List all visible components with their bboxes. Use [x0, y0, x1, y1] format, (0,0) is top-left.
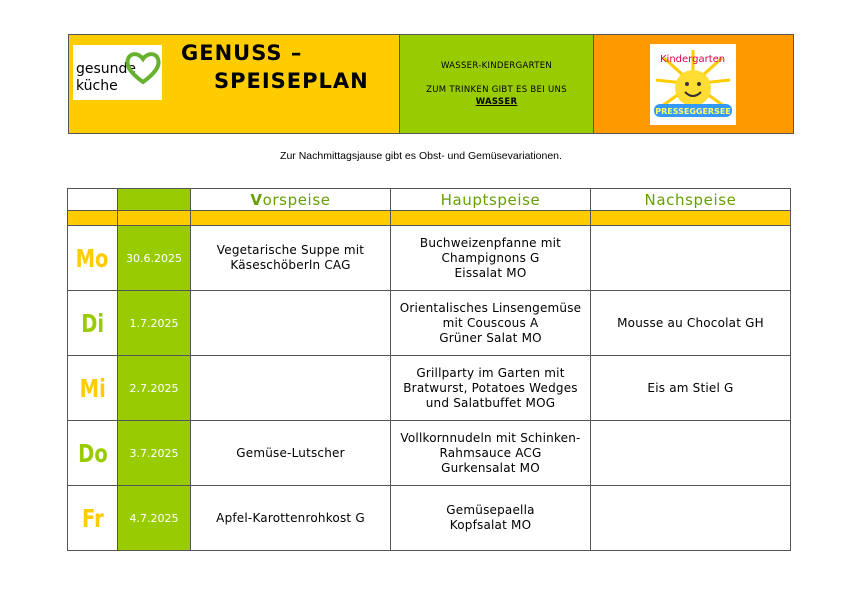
separator-cell	[118, 211, 191, 226]
hauptspeise-cell: Vollkornnudeln mit Schinken- Rahmsauce ACG Gurkensalat MO	[391, 421, 591, 486]
separator-row	[68, 211, 791, 226]
day-label-tuesday: Di	[68, 291, 118, 356]
nachspeise-cell	[591, 421, 791, 486]
water-emphasis-label: WASSER	[475, 97, 518, 107]
vorspeise-cell	[191, 291, 391, 356]
kindergarten-presseggersee-logo	[650, 44, 736, 125]
vorspeise-cell	[191, 356, 391, 421]
table-row	[68, 291, 791, 356]
afternoon-snack-note: Zur Nachmittagsjause gibt es Obst- und Gemüsevariationen.	[280, 150, 562, 162]
gesunde-kueche-logo	[73, 45, 162, 100]
table-row	[68, 226, 791, 291]
day-label-thursday: Do	[68, 421, 118, 486]
hauptspeise-cell: Gemüsepaella Kopfsalat MO	[391, 486, 591, 551]
date-cell: 1.7.2025	[118, 291, 191, 356]
logo-text-line2: küche	[76, 78, 118, 94]
nachspeise-cell: Mousse au Chocolat GH	[591, 291, 791, 356]
separator-cell	[591, 211, 791, 226]
weekly-menu-table	[67, 188, 791, 551]
day-label-monday: Mo	[68, 226, 118, 291]
date-cell: 2.7.2025	[118, 356, 191, 421]
header-date-cell	[118, 189, 191, 211]
table-header-row	[68, 189, 791, 211]
title-line2: SPEISEPLAN	[214, 69, 369, 93]
nachspeise-cell	[591, 486, 791, 551]
nachspeise-cell: Eis am Stiel G	[591, 356, 791, 421]
vorspeise-cell: Vegetarische Suppe mit Käseschöberln CAG	[191, 226, 391, 291]
header-day-cell	[68, 189, 118, 211]
water-info-panel	[400, 35, 594, 133]
header-vorspeise: Vorspeise	[191, 189, 391, 211]
date-cell: 3.7.2025	[118, 421, 191, 486]
vorspeise-cell: Gemüse-Lutscher	[191, 421, 391, 486]
sun-logo-icon	[650, 44, 736, 125]
hauptspeise-cell: Orientalisches Linsengemüse mit Couscous A Grüner Salat MO	[391, 291, 591, 356]
header-banner	[68, 34, 794, 134]
day-label-friday: Fr	[68, 486, 118, 551]
title-line1: GENUSS –	[181, 41, 303, 65]
heart-icon	[125, 51, 161, 85]
vorspeise-cell: Apfel-Karottenrohkost G	[191, 486, 391, 551]
nachspeise-cell	[591, 226, 791, 291]
water-kindergarten-label: WASSER-KINDERGARTEN	[440, 61, 553, 71]
header-title-panel	[69, 35, 400, 133]
header-hauptspeise: Hauptspeise	[391, 189, 591, 211]
date-cell: 4.7.2025	[118, 486, 191, 551]
kindergarten-logo-panel	[594, 35, 793, 133]
separator-cell	[191, 211, 391, 226]
hauptspeise-cell: Buchweizenpfanne mit Champignons G Eissalat MO	[391, 226, 591, 291]
table-row	[68, 356, 791, 421]
water-drink-label: ZUM TRINKEN GIBT ES BEI UNS	[426, 85, 567, 95]
logo-text-line1: gesunde	[76, 61, 137, 77]
header-nachspeise: Nachspeise	[591, 189, 791, 211]
day-label-wednesday: Mi	[68, 356, 118, 421]
table-row	[68, 421, 791, 486]
separator-cell	[68, 211, 118, 226]
logo-arc-text: Kindergarten	[660, 54, 726, 65]
hauptspeise-cell: Grillparty im Garten mit Bratwurst, Potatoes Wedges und Salatbuffet MOG	[391, 356, 591, 421]
date-cell: 30.6.2025	[118, 226, 191, 291]
table-row	[68, 486, 791, 551]
logo-name-text: PRESSEGGERSEE	[655, 107, 731, 116]
separator-cell	[391, 211, 591, 226]
